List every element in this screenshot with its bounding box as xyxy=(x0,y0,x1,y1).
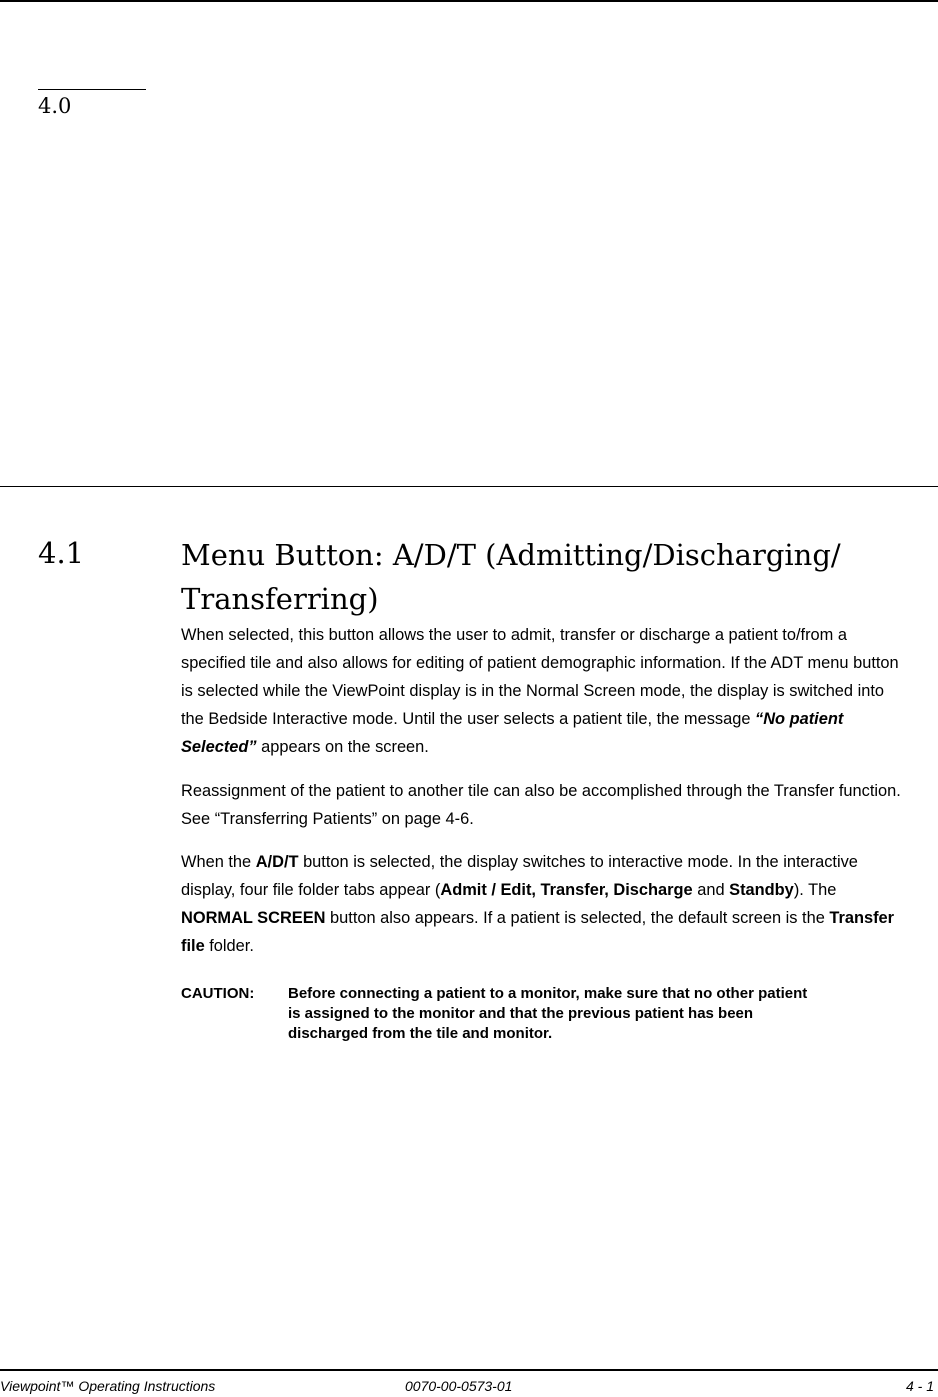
section-number: 4.1 xyxy=(38,536,85,570)
paragraph-3-text-f: folder. xyxy=(204,937,254,955)
top-rule xyxy=(0,0,938,2)
adt-button-term: A/D/T xyxy=(255,853,299,871)
footer-part-number: 0070-00-0573-01 xyxy=(405,1378,513,1394)
footer-page-number: 4 - 1 xyxy=(905,1378,934,1394)
chapter-rule xyxy=(38,89,146,90)
no-patient-selected-message: “No patient Selected” xyxy=(181,710,844,756)
standby-term: Standby xyxy=(729,881,794,899)
paragraph-1 xyxy=(181,621,901,761)
footer-rule xyxy=(0,1369,938,1371)
transfer-file-term: Transfer file xyxy=(181,909,895,955)
normal-screen-term: NORMAL SCREEN xyxy=(181,909,326,927)
section-rule xyxy=(0,486,938,487)
folder-tabs-term: Admit / Edit, Transfer, Discharge xyxy=(440,881,693,899)
paragraph-1-text-b: appears on the screen. xyxy=(256,738,429,756)
caution-label: CAUTION: xyxy=(181,985,255,1002)
paragraph-3-text-a: When the xyxy=(181,853,256,871)
footer-document-title: Viewpoint™ Operating Instructions xyxy=(0,1378,216,1394)
paragraph-1-text-a: When selected, this button allows the user to admit, transfer or discharge a patient to/from a specified tile and also allows for editing of patient demographic information. If the ADT menu button is selected while the ViewPoint display is in the Normal Screen mode, the display is switched into the Bedside Interactive mode. Until the user selects a patient tile, the message xyxy=(181,626,899,728)
paragraph-3-text-d: ). The xyxy=(793,881,837,899)
paragraph-2 xyxy=(181,777,901,833)
paragraph-3-text-b: button is selected, the display switches to interactive mode. In the interactive display, four file folder tabs appear ( xyxy=(181,853,858,899)
paragraph-3-text-e: button also appears. If a patient is selected, the default screen is the xyxy=(325,909,830,927)
section-title: Menu Button: A/D/T (Admitting/Discharging/ Transferring) xyxy=(181,538,841,616)
paragraph-3-text-c: and xyxy=(692,881,730,899)
paragraph-2-text: Reassignment of the patient to another tile can also be accomplished through the Transfer function. See “Transferring Patients” on page 4-6. xyxy=(181,782,901,828)
caution-text: Before connecting a patient to a monitor, make sure that no other patient is assigned to the monitor and that the previous patient has been discharged from the tile and monitor. xyxy=(288,985,808,1042)
paragraph-3 xyxy=(181,848,901,960)
chapter-number: 4.0 xyxy=(38,94,72,118)
